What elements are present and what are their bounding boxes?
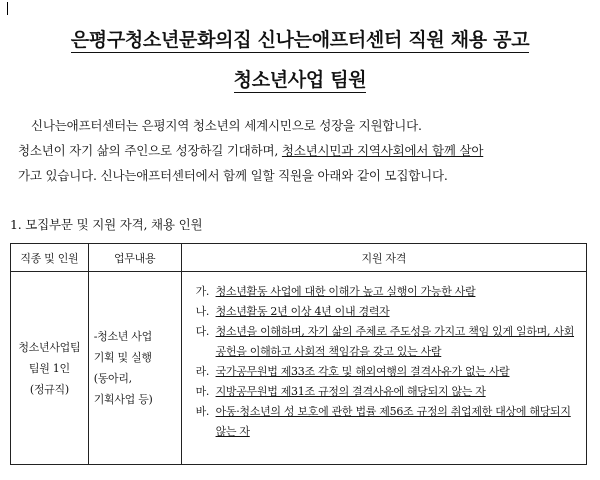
- work-line-1: -청소년 사업: [93, 330, 152, 343]
- qualification-item: [196, 402, 580, 442]
- qualification-item: [196, 362, 580, 382]
- job-line-1: 청소년사업팀: [18, 340, 81, 354]
- qualification-mark: 다.: [195, 325, 210, 338]
- qualification-text: 청소년을 이해하며, 자기 삶의 주체로 주도성을 가지고 책임 있게 일하며, 사회공헌을 이해하고 사회적 책임감을 갖고 있는 사람: [215, 325, 575, 358]
- qualification-text: 아동·청소년의 성 보호에 관한 법률 제56조 규정의 취업제한 대상에 해당되지 않는 자: [215, 405, 571, 438]
- qualification-text: 지방공무원법 제31조 규정의 결격사유에 해당되지 않는 자: [215, 385, 486, 398]
- qualification-text: 국가공무원법 제33조 각호 및 해외여행의 결격사유가 없는 사람: [215, 365, 510, 378]
- intro-line-3: 가고 있습니다. 신나는애프터센터에서 함께 일할 직원을 아래와 같이 모집합니다.: [18, 168, 448, 183]
- header-work-label: 업무내용: [113, 251, 156, 265]
- header-job-label: 직종 및 인원: [20, 251, 79, 265]
- qualification-text: 청소년활동 사업에 대한 이해가 높고 실행이 가능한 사람: [215, 285, 476, 298]
- table-header-row: [11, 244, 587, 272]
- work-line-3: (동아리,: [93, 372, 132, 385]
- work-line-2: 기획 및 실행: [93, 351, 152, 364]
- job-line-3: (정규직): [29, 382, 69, 396]
- job-cell: [11, 272, 89, 465]
- qualifications-cell: [181, 272, 586, 465]
- qualification-item: [196, 282, 580, 302]
- qualification-mark: 바.: [195, 405, 210, 418]
- document-subtitle: [0, 65, 600, 92]
- work-line-4: 기획사업 등): [93, 393, 153, 406]
- intro-line-2b: 청소년시민과 지역사회에서 함께 살아: [281, 143, 484, 158]
- qualification-item: [196, 382, 580, 402]
- job-line-2: 팀원 1인: [28, 361, 70, 375]
- intro-paragraph: [18, 113, 588, 188]
- header-qualifications: [181, 244, 586, 272]
- header-qualifications-label: 지원 자격: [361, 251, 407, 265]
- qualification-mark: 라.: [195, 365, 210, 378]
- document-subtitle-text: 청소년사업 팀원: [233, 69, 367, 91]
- qualification-mark: 마.: [195, 385, 210, 398]
- qualification-mark: 나.: [195, 305, 210, 318]
- header-work: [88, 244, 181, 272]
- intro-line-2a: 청소년이 자기 삶의 주인으로 성장하길 기대하며,: [18, 143, 282, 158]
- header-job: [11, 244, 89, 272]
- qualification-mark: 가.: [195, 285, 210, 298]
- section-heading-1: 1. 모집부문 및 지원 자격, 채용 인원: [10, 217, 203, 232]
- qualification-text: 청소년활동 2년 이상 4년 이내 경력자: [215, 305, 390, 318]
- qualification-item: [196, 302, 580, 322]
- table-row: [11, 272, 587, 465]
- text-cursor: [7, 2, 8, 15]
- intro-line-2: [18, 138, 588, 163]
- document-title: [0, 25, 600, 52]
- recruitment-table: [10, 243, 587, 465]
- intro-line-1: 신나는애프터센터는 은평지역 청소년의 세계시민으로 성장을 지원합니다.: [31, 118, 422, 133]
- document-title-text: 은평구청소년문화의집 신나는애프터센터 직원 채용 공고: [70, 29, 530, 51]
- qualification-item: [196, 322, 580, 362]
- work-cell: [88, 272, 181, 465]
